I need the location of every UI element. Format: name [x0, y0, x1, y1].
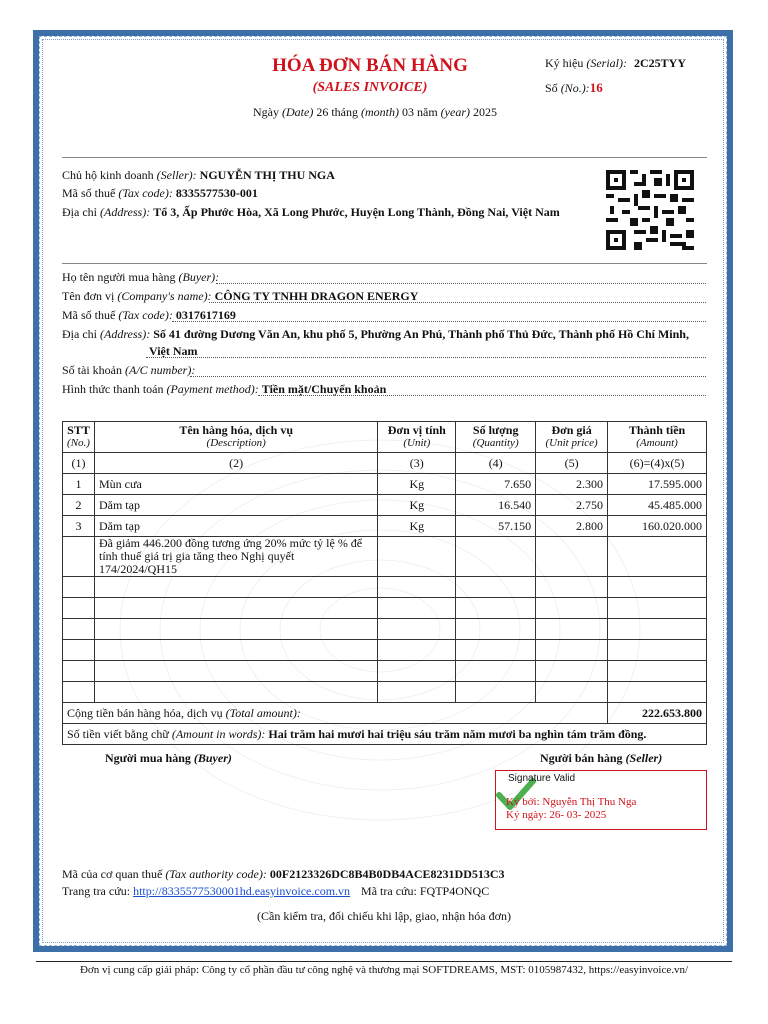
- table-cell: [378, 537, 456, 577]
- total-label: Cộng tiền bán hàng hóa, dịch vụ (Total amount):: [63, 703, 608, 724]
- seller-tax-label: Mã số thuế: [62, 186, 116, 200]
- provider-footer: Đơn vị cung cấp giải pháp: Công ty cổ phần đầu tư công nghệ và thương mại SOFTDREAMS, MST: 0105987432, https://easyinvoice.vn/: [79, 964, 689, 976]
- row-no: 2: [63, 495, 95, 516]
- date-month: 03: [402, 105, 414, 119]
- lookup-site-label: Trang tra cứu:: [62, 884, 131, 898]
- buyer-account-row: [62, 363, 195, 378]
- table-row: [63, 516, 707, 537]
- table-row: [63, 474, 707, 495]
- lookup-code: FQTP4ONQC: [419, 884, 490, 898]
- date-day: 26: [316, 105, 329, 119]
- total-row: [63, 703, 707, 724]
- buyer-signature-heading: Người mua hàng (Buyer): [105, 751, 232, 765]
- column-header-unit: Đơn vị tính (Unit): [378, 422, 456, 453]
- dotted-line: [190, 376, 706, 377]
- buyer-name-label-en: (Buyer):: [178, 270, 220, 284]
- table-cell: (5): [536, 453, 608, 474]
- buyer-company: CÔNG TY TNHH DRAGON ENERGY: [214, 289, 419, 303]
- signature-valid-text: Signature Valid: [508, 773, 576, 784]
- dotted-line: [146, 357, 706, 358]
- empty-row: [63, 640, 707, 661]
- signed-by: Ký bởi: Nguyễn Thị Thu Nga: [506, 796, 637, 808]
- buyer-address-row: [62, 327, 689, 342]
- month-label: tháng: [331, 105, 358, 119]
- buyer-company-label-en: (Company's name):: [117, 289, 212, 303]
- table-header-row: [63, 422, 707, 453]
- dotted-line: [209, 302, 706, 303]
- lookup-site-link[interactable]: http://8335577530001hd.easyinvoice.com.vn: [133, 884, 351, 898]
- table-cell: [456, 537, 536, 577]
- seller-name: NGUYỄN THỊ THU NGA: [199, 168, 335, 182]
- lookup-row: [62, 884, 489, 899]
- dotted-line: [216, 283, 706, 284]
- buyer-address-label: Địa chỉ: [62, 327, 97, 341]
- buyer-name-label: Họ tên người mua hàng: [62, 270, 176, 284]
- seller-tax-label-en: (Tax code):: [118, 186, 173, 200]
- table-cell: (6)=(4)x(5): [608, 453, 707, 474]
- row-unit: Kg: [378, 474, 456, 495]
- lookup-code-label: Mã tra cứu:: [361, 884, 417, 898]
- qr-code: [606, 170, 694, 250]
- row-quantity: 57.150: [456, 516, 536, 537]
- verification-note: (Cần kiểm tra, đối chiếu khi lập, giao, nhận hóa đơn): [257, 909, 511, 923]
- row-description: Dăm tạp: [94, 495, 377, 516]
- column-header-amount: Thành tiền (Amount): [608, 422, 707, 453]
- year-label: năm: [417, 105, 438, 119]
- invoice-date: [190, 105, 560, 120]
- discount-note-line2: tính thuế giá trị gia tăng theo Nghị quyết 174/2024/QH15: [98, 549, 295, 576]
- row-no: 1: [63, 474, 95, 495]
- table-cell: [608, 537, 707, 577]
- table-cell: (3): [378, 453, 456, 474]
- seller-tax-row: [62, 186, 258, 201]
- seller-address: Tổ 3, Ấp Phước Hòa, Xã Long Phước, Huyện Long Thành, Đồng Nai, Việt Nam: [153, 205, 560, 219]
- invoice-number: 16: [589, 80, 603, 95]
- row-unit-price: 2.750: [536, 495, 608, 516]
- discount-note-line1: Đã giảm 446.200 đồng tương ứng 20% mức tỷ lệ % để: [98, 536, 363, 550]
- tax-authority-code: 00F2123326DC8B4B0DB4ACE8231DD513C3: [269, 867, 505, 881]
- row-unit-price: 2.800: [536, 516, 608, 537]
- number-label: Số: [545, 81, 558, 95]
- dotted-line: [258, 395, 706, 396]
- column-header-description: Tên hàng hóa, dịch vụ (Description): [94, 422, 377, 453]
- table-cell: (1): [63, 453, 95, 474]
- buyer-address-line2: Việt Nam: [149, 344, 198, 358]
- buyer-name-row: [62, 270, 219, 285]
- discount-note: [94, 537, 377, 577]
- seller-name-row: [62, 168, 335, 183]
- buyer-tax-label: Mã số thuế: [62, 308, 116, 322]
- table-cell: (2): [94, 453, 377, 474]
- dotted-line: [172, 321, 706, 322]
- signed-date: Ký ngày: 26- 03- 2025: [506, 809, 607, 821]
- divider: [62, 263, 707, 264]
- table-cell: [536, 537, 608, 577]
- row-quantity: 7.650: [456, 474, 536, 495]
- payment-method-label: Hình thức thanh toán: [62, 382, 164, 396]
- seller-signature-heading: Người bán hàng (Seller): [540, 751, 663, 765]
- column-header-no: STT (No.): [63, 422, 95, 453]
- buyer-address-label-en: (Address):: [100, 327, 151, 341]
- row-unit: Kg: [378, 495, 456, 516]
- buyer-address-line1: Số 41 đường Dương Văn An, khu phố 5, Phường An Phú, Thành phố Thủ Đức, Thành phố Hồ Chí Minh,: [153, 327, 689, 341]
- year-label-en: (year): [440, 105, 470, 119]
- serial-value: 2C25TYY: [633, 56, 686, 70]
- empty-row: [63, 598, 707, 619]
- amount-in-words-row: [63, 724, 707, 745]
- seller-name-label: Chủ hộ kinh doanh: [62, 168, 154, 182]
- buyer-account-label-en: (A/C number):: [125, 363, 196, 377]
- seller-tax-code: 8335577530-001: [175, 186, 258, 200]
- row-unit: Kg: [378, 516, 456, 537]
- empty-row: [63, 682, 707, 703]
- serial-label-en: (Serial):: [586, 56, 627, 70]
- seller-address-row: [62, 205, 560, 220]
- payment-method: Tiền mặt/Chuyển khoản: [261, 382, 387, 396]
- column-header-unit-price: Đơn giá (Unit price): [536, 422, 608, 453]
- buyer-account-label: Số tài khoản: [62, 363, 122, 377]
- empty-row: [63, 661, 707, 682]
- seller-address-label: Địa chỉ: [62, 205, 97, 219]
- row-quantity: 16.540: [456, 495, 536, 516]
- items-table: [62, 421, 707, 745]
- date-label: Ngày: [253, 105, 279, 119]
- serial-field: [545, 56, 686, 71]
- row-no: 3: [63, 516, 95, 537]
- date-year: 2025: [473, 105, 497, 119]
- column-header-quantity: Số lượng (Quantity): [456, 422, 536, 453]
- buyer-company-label: Tên đơn vị: [62, 289, 115, 303]
- seller-address-label-en: (Address):: [100, 205, 151, 219]
- empty-row: [63, 577, 707, 598]
- buyer-tax-code: 0317617169: [175, 308, 236, 322]
- table-index-row: [63, 453, 707, 474]
- row-amount: 17.595.000: [608, 474, 707, 495]
- total-amount: 222.653.800: [608, 703, 707, 724]
- table-cell: [63, 537, 95, 577]
- invoice-title: HÓA ĐƠN BÁN HÀNG: [272, 55, 468, 76]
- serial-label: Ký hiệu: [545, 56, 584, 70]
- invoice-subtitle: (SALES INVOICE): [312, 80, 428, 95]
- row-unit-price: 2.300: [536, 474, 608, 495]
- date-label-en: (Date): [282, 105, 314, 119]
- buyer-tax-label-en: (Tax code):: [118, 308, 173, 322]
- payment-method-label-en: (Payment method):: [166, 382, 259, 396]
- month-label-en: (month): [361, 105, 399, 119]
- row-amount: 45.485.000: [608, 495, 707, 516]
- row-description: Dăm tạp: [94, 516, 377, 537]
- tax-authority-code-row: Mã của cơ quan thuế (Tax authority code): 00F2123326DC8B4B0DB4ACE8231DD513C3: [62, 867, 505, 881]
- amount-in-words: Số tiền viết bằng chữ (Amount in words): Hai trăm hai mươi hai triệu sáu trăm năm mươi ba nghìn tám trăm đồng.: [63, 724, 707, 745]
- table-note-row: [63, 537, 707, 577]
- table-cell: (4): [456, 453, 536, 474]
- empty-row: [63, 619, 707, 640]
- row-amount: 160.020.000: [608, 516, 707, 537]
- seller-name-label-en: (Seller):: [156, 168, 197, 182]
- divider: [62, 157, 707, 158]
- table-row: [63, 495, 707, 516]
- footer-divider: [36, 961, 732, 962]
- number-label-en: (No.):: [560, 81, 590, 95]
- row-description: Mùn cưa: [94, 474, 377, 495]
- digital-signature-box: [495, 770, 707, 830]
- invoice-number-field: [545, 80, 603, 96]
